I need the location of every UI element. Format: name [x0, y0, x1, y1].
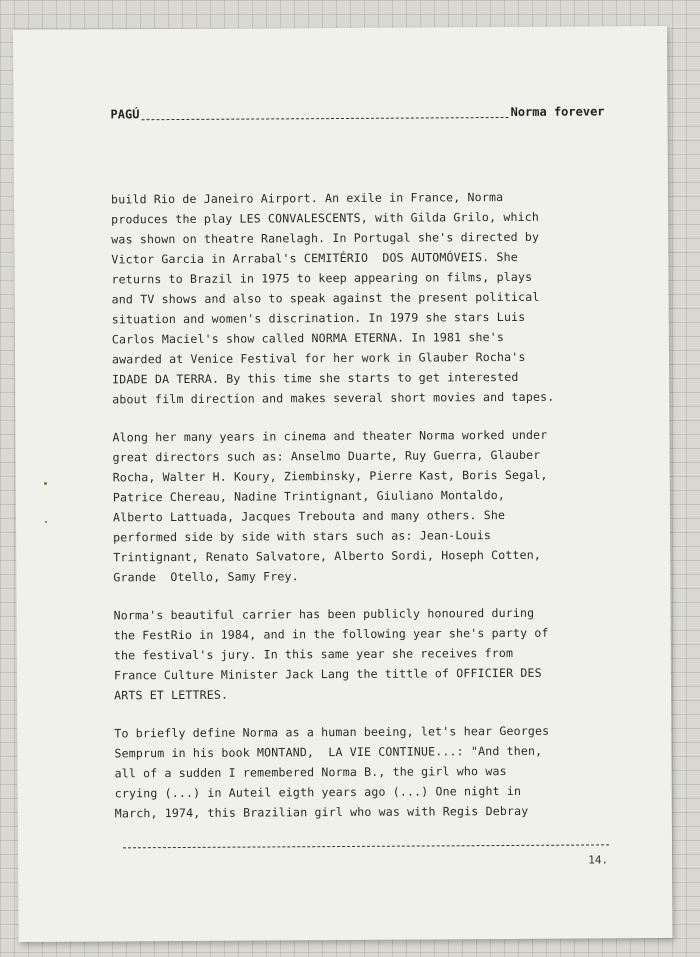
- text-line: Carlos Maciel's show called NORMA ETERNA. In 1981 she's: [111, 330, 505, 347]
- header-right-title: Norma forever: [510, 104, 605, 119]
- header-dashed-rule: [141, 117, 508, 120]
- header-left-title: PAGÚ: [110, 107, 140, 122]
- paragraph: [111, 186, 612, 409]
- text-line: the FestRio in 1984, and in the following year she's party of: [113, 625, 549, 643]
- text-line: Norma's beautiful carrier has been publicly honoured during: [113, 605, 535, 623]
- paper-speck: [44, 482, 47, 485]
- paragraph: [114, 720, 615, 823]
- text-line: France Culture Minister Jack Lang the tittle of OFFICIER DES: [113, 665, 542, 683]
- text-line: was shown on theatre Ranelagh. In Portugal she's directed by: [111, 229, 540, 247]
- text-line: IDADE DA TERRA. By this time she starts to get interested: [112, 369, 519, 387]
- text-line: Trintignant, Renato Salvatore, Alberto Sordi, Hoseph Cotten,: [113, 547, 542, 565]
- paper-speck: [45, 521, 47, 523]
- text-line: produces the play LES CONVALESCENTS, with Gilda Grilo, which: [111, 209, 540, 227]
- text-line: crying (...) in Auteil eigth years ago (...) One night in: [114, 783, 522, 801]
- body-text: [111, 186, 615, 841]
- text-line: build Rio de Janeiro Airport. An exile in France, Norma: [110, 190, 504, 207]
- footer-dashed-rule: [123, 844, 609, 848]
- text-line: Rocha, Walter H. Koury, Ziembinsky, Pierre Kast, Boris Segal,: [112, 467, 548, 485]
- text-line: about film direction and makes several short movies and tapes.: [112, 389, 555, 407]
- text-line: situation and women's discrination. In 1979 she stars Luis: [111, 309, 526, 327]
- text-line: ARTS ET LETTRES.: [114, 687, 229, 703]
- text-line: great directors such as: Anselmo Duarte, Ruy Guerra, Glauber: [112, 447, 541, 465]
- text-line: Patrice Chereau, Nadine Trintignant, Giuliano Montaldo,: [112, 488, 506, 505]
- paragraph: [114, 602, 615, 705]
- text-line: March, 1974, this Brazilian girl who was with Regis Debray: [114, 803, 529, 821]
- running-header: [110, 104, 604, 121]
- text-line: returns to Brazil in 1975 to keep appearing on films, plays: [111, 269, 533, 287]
- text-line: awarded at Venice Festival for her work in Glauber Rocha's: [111, 349, 526, 367]
- text-line: performed side by side with stars such as: Jean-Louis: [113, 528, 492, 545]
- paragraph: [112, 424, 613, 587]
- text-line: and TV shows and also to speak against the present political: [111, 289, 540, 307]
- text-line: Semprum in his book MONTAND, LA VIE CONTINUE...: "And then,: [114, 743, 543, 761]
- page-number: 14.: [588, 853, 609, 867]
- text-line: the festival's jury. In this same year she receives from: [113, 645, 514, 663]
- text-line: To briefly define Norma as a human beeing, let's hear Georges: [114, 723, 550, 741]
- text-line: Along her many years in cinema and theater Norma worked under: [112, 427, 548, 445]
- document-page: [13, 26, 673, 942]
- text-line: Alberto Lattuada, Jacques Trebouta and many others. She: [112, 508, 506, 525]
- text-line: Grande Otello, Samy Frey.: [113, 569, 299, 585]
- text-line: Victor Garcia in Arrabal's CEMITÉRIO DOS AUTOMÓVEIS. She: [111, 249, 518, 267]
- text-line: all of a sudden I remembered Norma B., the girl who was: [114, 763, 507, 781]
